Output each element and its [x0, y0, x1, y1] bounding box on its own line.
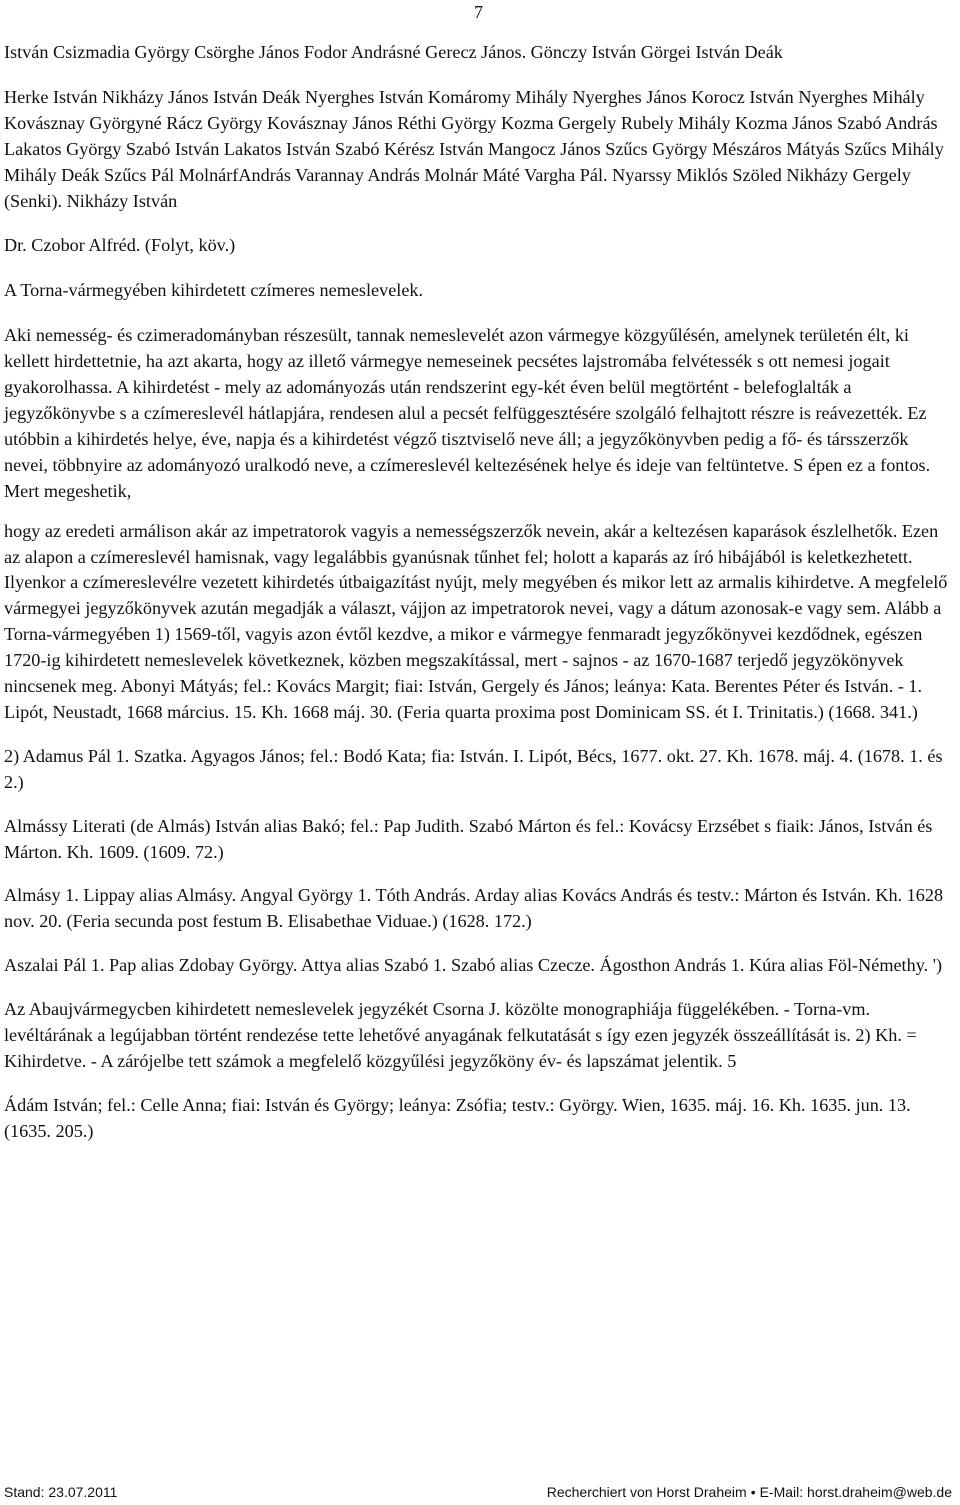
paragraph-name-list-1: István Csizmadia György Csörghe János Fodor Andrásné Gerecz János. Gönczy István Görgei István Deák — [4, 42, 783, 62]
paragraph-author: Dr. Czobor Alfréd. (Folyt, köv.) — [4, 235, 236, 256]
paragraph-intro: Aki nemesség- és czimeradományban részesült, tannak nemeslevelét azon vármegye közgyűlésén, amelynek területén élt, ki kellett hirdettetnie, ha azt akarta, hogy az illető vármegye nemeseinek pecsétes lajstromába felvétessék s ott nemesi jogait gyakorolhassa. A kihirdetést - mely az adományozás után rendszerint egy-két éven belül megtörtént - belefoglalták a jegyzőkönyvbe s a czímereslevél hátlapjára, rendesen alul a pecsét felfüggesztésére szolgáló felhajtott részre is reávezették. Ez utóbbin a kihirdetés helye, éve, napja és a kihirdetést végző tisztviselő neve áll; a jegyzőkönyvben pedig a fő- és társszerzők nevei, többnyire az adományozó uralkodó neve, a czímereslevél keltezésének helye és ideje van feltüntetve. S épen ez a fontos. Mert megeshetik, — [4, 325, 931, 501]
section-heading: A Torna-vármegyében kihirdetett czímeres nemeslevelek. — [4, 280, 424, 301]
entry-adamus: 2) Adamus Pál 1. Szatka. Agyagos János; fel.: Bodó Kata; fia: István. I. Lipót, Bécs, 1677. okt. 27. Kh. 1678. máj. 4. (1678. 1. és 2.) — [4, 745, 943, 792]
footer-email: E-Mail: horst.draheim@web.de — [759, 1484, 952, 1500]
document-body — [4, 40, 952, 1163]
entry-adam: Ádám István; fel.: Celle Anna; fiai: István és György; leánya: Zsófia; testv.: György. Wien, 1635. máj. 16. Kh. 1635. jun. 13. (1635. 205.) — [4, 1094, 911, 1141]
footer-separator: • — [750, 1484, 756, 1500]
footer-recherche: Recherchiert von Horst Draheim — [546, 1484, 747, 1500]
entry-almassy: Almássy Literati (de Almás) István alias Bakó; fel.: Pap Judith. Szabó Márton és fel.: Kovácsy Erzsébet s fiaik: János, István és Márton. Kh. 1609. (1609. 72.) — [4, 815, 933, 862]
page-footer — [4, 1484, 952, 1504]
footer-stand-date: Stand: 23.07.2011 — [4, 1484, 118, 1500]
paragraph-continuation: hogy az eredeti armálison akár az impetratorok vagyis a nemességszerzők nevein, akár a keltezésen kaparások észlelhetők. Ezen az alapon a czímereslevél hamisnak, vagy legalábbis gyanúsnak tűnhet fel; holott a kaparás az író hibájából is keletkezhetett. Ilyenkor a czímereslevélre vezetett kihirdetés útbaigazítást nyújt, mely megyében és mikor lett az armalis kihirdetve. A megfelelő vármegyei jegyzőkönyvek azután megadják a választ, vájjon az impetratorok nevei, vagy a dátum azonosak-e vagy sem. Alább a Torna-vármegyében 1) 1569-től, vagyis azon évtől kezdve, a mikor e vármegye fenmaradt jegyzőkönyvei kezdődnek, egészen 1720-ig kihirdetett nemeslevelek következnek, közben megszakítással, mert - sajnos - az 1670-1687 terjedő jegyzökönyvek nincsenek meg. Abonyi Mátyás; fel.: Kovács Margit; fiai: István, Gergely és János; leánya: Kata. Berentes Péter és István. - 1. Lipót, Neustadt, 1668 március. 15. Kh. 1668 máj. 30. (Feria quarta proxima post Dominicam SS. ét I. Trinitatis.) (1668. 341.) — [4, 520, 948, 722]
footer-credit — [547, 1484, 952, 1500]
paragraph-name-list-2: Herke István Nikházy János István Deák Nyerghes István Komáromy Mihály Nyerghes János Korocz István Nyerghes Mihály Kovásznay Györgyné Rácz György Kovásznay János Réthi György Kozma Gergely Rubely Mihály Kozma János Szabó András Lakatos György Szabó István Lakatos István Szabó Kérész István Mangocz János Szűcs György Mészáros Mátyás Szűcs Mihály Mihály Deák Szűcs Pál MolnárfAndrás Varannay András Molnár Máté Vargha Pál. Nyarssy Miklós Szöled Nikházy Gergely (Senki). Nikházy István — [4, 86, 944, 211]
page-number: 7 — [474, 2, 483, 22]
footnote-paragraph: Az Abaujvármegycben kihirdetett nemeslevelek jegyzékét Csorna J. közölte monographiája függelékében. - Torna-vm. levéltárának a legújabban történt rendezése tette lehetővé anyagának felkutatását s így ezen jegyzék összeállítását is. 2) Kh. = Kihirdetve. - A zárójelbe tett számok a megfelelő közgyűlési jegyzőköny év- és lapszámat jelentik. 5 — [4, 999, 917, 1071]
entry-almasy: Almásy 1. Lippay alias Almásy. Angyal György 1. Tóth András. Arday alias Kovács András és testv.: Márton és István. Kh. 1628 nov. 20. (Feria secunda post festum B. Elisabethae Viduae.) (1628. 172.) — [4, 885, 944, 932]
entry-aszalai: Aszalai Pál 1. Pap alias Zdobay György. Attya alias Szabó 1. Szabó alias Czecze. Ágosthon András 1. Kúra alias Föl-Némethy. ') — [4, 955, 943, 976]
